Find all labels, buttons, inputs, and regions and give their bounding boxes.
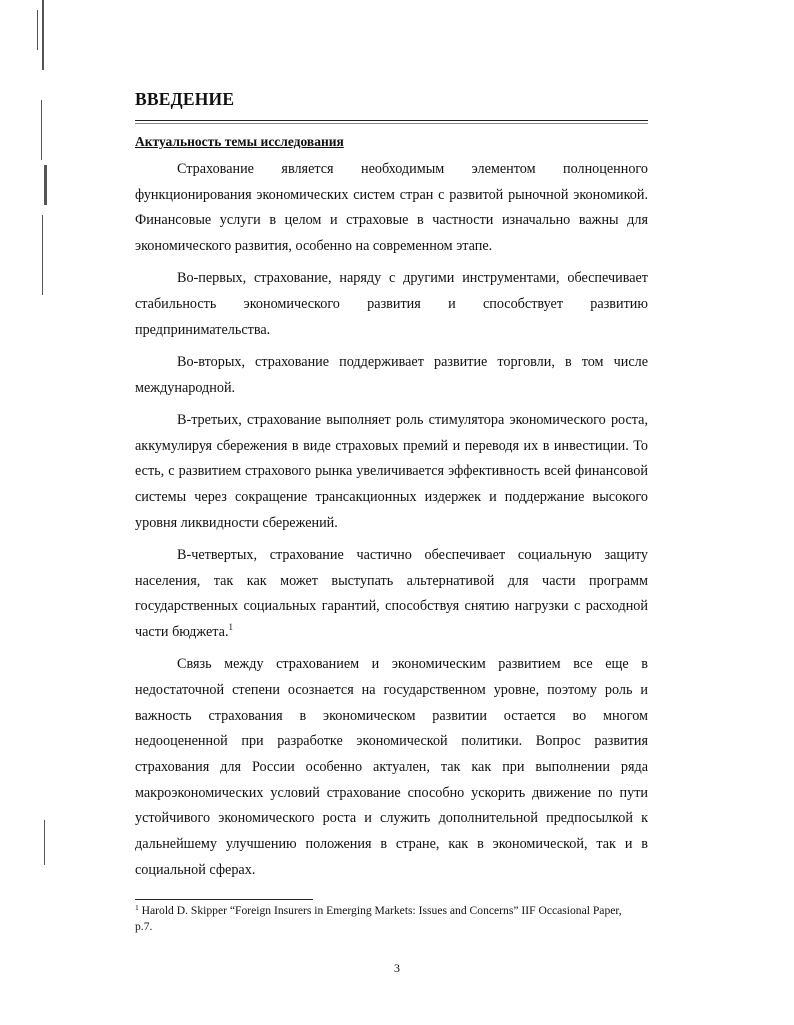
heading-rule — [135, 120, 648, 121]
scan-artifact-left-edge — [44, 165, 47, 205]
scan-artifact-left-edge — [41, 100, 42, 160]
paragraph: Во-первых, страхование, наряду с другими инструментами, обеспечивает стабильность экономического развития и способствует развитию предпринимательства. — [135, 270, 648, 338]
paragraph: Во-вторых, страхование поддерживает развитие торговли, в том числе международной. — [135, 353, 648, 396]
page-number: 3 — [394, 961, 400, 975]
scan-artifact-left-edge — [37, 10, 38, 50]
scan-artifact-left-edge — [42, 215, 43, 295]
section-subheading: Актуальность темы исследования — [135, 134, 344, 149]
paragraph-text: В-четвертых, страхование частично обеспечивает социальную защиту населения, так как может выступать альтернативой для части программ государственных социальных гарантий, способствуя снятию нагрузки с расходной части бюджета. — [135, 546, 648, 640]
scan-artifact-left-edge — [42, 0, 44, 70]
paragraph: В-третьих, страхование выполняет роль стимулятора экономического роста, аккумулируя сбережения в виде страховых премий и переводя их в инвестиции. То есть, с развитием страхового рынка увеличивается эффективность всей финансовой системы через сокращение трансакционных издержек и поддержание высокого уровня ликвидности сбережений. — [135, 411, 648, 531]
paragraph-with-footnote — [135, 543, 648, 646]
page-heading: ВВЕДЕНИЕ — [135, 89, 235, 109]
scan-artifact-left-edge — [44, 820, 45, 865]
footnote-text: Harold D. Skipper “Foreign Insurers in Emerging Markets: Issues and Concerns” IIF Occasional Paper, p.7. — [135, 904, 622, 933]
paragraph: Связь между страхованием и экономическим развитием все еще в недостаточной степени осознается на государственном уровне, поэтому роль и важность страхования в экономическом развитии остается во многом недооцененной при разработке экономической политики. Вопрос развития страхования для России особенно актуален, так как при выполнении ряда макроэкономических условий страхование способно ускорить движение по пути устойчивого экономического роста и служить дополнительной предпосылкой к дальнейшему улучшению положения в стране, как в экономической, так и в социальной сферах. — [135, 656, 648, 878]
footnote — [135, 903, 635, 934]
heading-rule-thin — [135, 123, 648, 124]
body-text — [135, 157, 648, 883]
paragraph: Страхование является необходимым элементом полноценного функционирования экономических систем стран с развитой рыночной экономикой. Финансовые услуги в целом и страховые в частности изначально важны для экономического развития, особенно на современном этапе. — [135, 161, 648, 255]
footnote-reference[interactable]: 1 — [228, 621, 234, 632]
footnote-separator — [135, 899, 313, 900]
footnote-number: 1 — [135, 903, 139, 912]
